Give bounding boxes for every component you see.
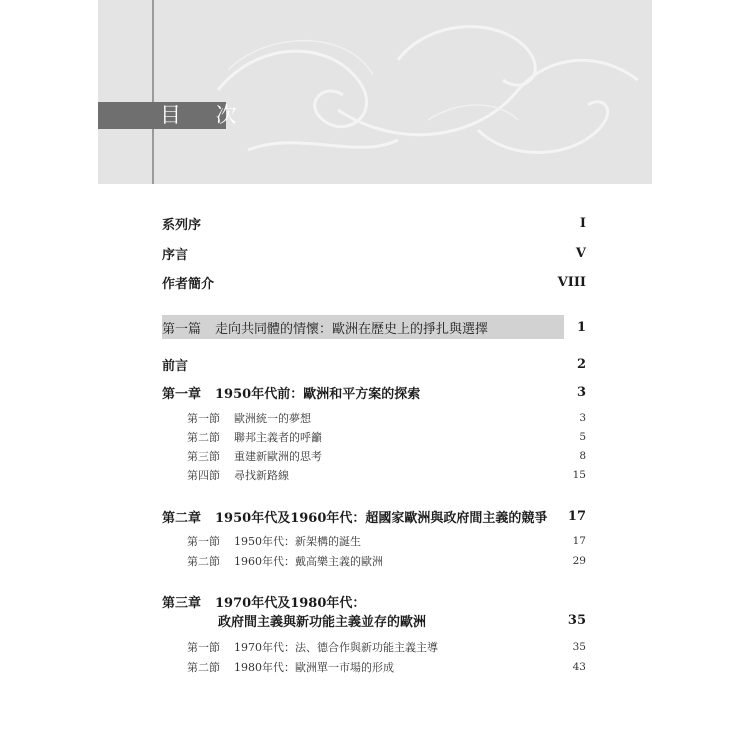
chapter-prefix: 第二章 [162, 510, 202, 526]
section-page: 5 [579, 431, 586, 443]
section-prefix: 第三節 [187, 450, 220, 463]
toc-entry-page: V [575, 245, 586, 261]
section-prefix: 第二節 [187, 661, 220, 674]
toc-entry-label: 前言 [162, 358, 189, 374]
section-entry [187, 636, 586, 658]
section-prefix: 第一節 [187, 535, 220, 548]
section-title: 1950年代：新架構的誕生 [234, 535, 361, 548]
chapter-title-line2: 政府間主義與新功能主義並存的歐洲 [218, 614, 427, 630]
toc-entry [162, 212, 586, 234]
part-page: 1 [576, 319, 586, 335]
section-title: 1960年代：戴高樂主義的歐洲 [234, 555, 383, 568]
chapter-title: 1950年代及1960年代：超國家歐洲與政府間主義的競爭 [215, 510, 548, 526]
chapter-prefix: 第一章 [162, 386, 202, 402]
section-entry [187, 550, 586, 572]
chapter-title-line1: 1970年代及1980年代： [215, 595, 366, 611]
section-title: 重建新歐洲的思考 [234, 450, 322, 463]
toc-entry-label: 序言 [162, 247, 189, 263]
toc-entry-page: VIII [557, 274, 586, 290]
chapter-page: 3 [576, 384, 586, 400]
chapter-page: 35 [567, 612, 586, 628]
chapter-entry [162, 381, 586, 403]
toc-entry [162, 242, 586, 264]
decorative-swirl [98, 0, 652, 184]
section-page: 15 [572, 469, 586, 481]
toc-entry [162, 271, 586, 293]
section-title: 1970年代：法、德合作與新功能主義主導 [234, 641, 438, 654]
section-title: 歐洲統一的夢想 [234, 412, 311, 425]
toc-entry-label: 系列序 [162, 217, 202, 233]
section-page: 29 [572, 555, 586, 567]
toc-entry [162, 353, 586, 375]
section-title: 尋找新路線 [234, 469, 289, 482]
part-prefix: 第一篇 [162, 321, 202, 337]
page-title: 目 次 [160, 103, 251, 127]
section-prefix: 第一節 [187, 641, 220, 654]
section-entry [187, 530, 586, 552]
chapter-title: 1950年代前：歐洲和平方案的探索 [215, 386, 421, 402]
section-page: 17 [572, 535, 586, 547]
section-page: 8 [579, 450, 586, 462]
toc-entry-label: 作者簡介 [162, 276, 215, 292]
header-divider-line [152, 0, 154, 184]
section-page: 3 [579, 412, 586, 424]
part-title: 走向共同體的情懷：歐洲在歷史上的掙扎與選擇 [215, 321, 489, 337]
section-title: 1980年代：歐洲單一市場的形成 [234, 661, 394, 674]
section-prefix: 第四節 [187, 469, 220, 482]
chapter-entry-continued [218, 609, 586, 631]
section-prefix: 第一節 [187, 412, 220, 425]
toc-entry-page: 2 [576, 356, 586, 372]
part-heading [162, 316, 586, 338]
chapter-page: 17 [567, 508, 586, 524]
section-page: 35 [572, 641, 586, 653]
section-prefix: 第二節 [187, 431, 220, 444]
chapter-prefix: 第三章 [162, 595, 202, 611]
section-page: 43 [572, 661, 586, 673]
section-title: 聯邦主義者的呼籲 [234, 431, 322, 444]
section-entry [187, 656, 586, 678]
section-prefix: 第二節 [187, 555, 220, 568]
section-entry [187, 464, 586, 486]
chapter-entry [162, 505, 586, 527]
toc-entry-page: I [579, 215, 586, 231]
